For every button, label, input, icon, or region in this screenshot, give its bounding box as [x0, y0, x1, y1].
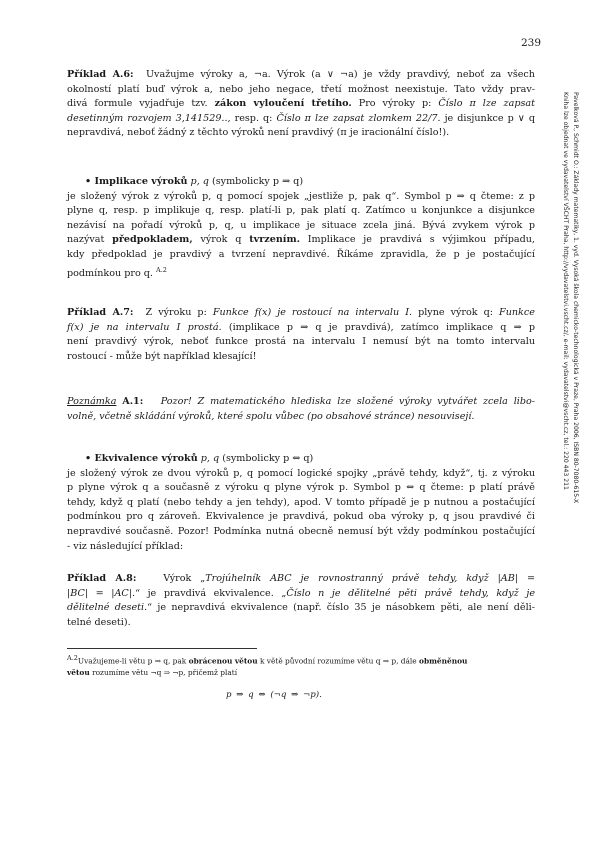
example-a6 — [67, 68, 535, 141]
ex6-label: Příklad A.6: — [67, 69, 134, 80]
ex8-line-3: dělitelné deseti.“ je nepravdivá ekvivalence (např. číslo 35 je násobkem pěti, ale není děli- — [67, 602, 535, 614]
citation-line-2: Kniha lze objednat ve vydavatelství VŠCHT Praha, http://vydavatelstvi.vscht.cz/, e-mail: vydavatelstvi@vscht.cz, tel.: 220 443 211 — [562, 92, 569, 490]
ekvivalence-line-2: p plyne výrok q a současně z výroku q plyne výrok p. Symbol p ⇔ q čteme: p platí právě — [67, 482, 535, 494]
implikace-line-5: kdy předpoklad je pravdivý a tvrzení nepravdivé. Říkáme zpravidla, že p je postačující — [67, 248, 535, 260]
note-line-1: Poznámka A.1: Pozor! Z matematického hlediska lze složené výroky vytvářet zcela libo- — [67, 396, 535, 407]
footnote-divider — [67, 648, 257, 649]
footnote-a2 — [67, 652, 537, 679]
note-line-2: volně, včetně skládání výroků, které spolu vůbec (po obsahové stránce) nesouvisejí. — [67, 410, 475, 422]
ex6-line-2: okolností platí buď výrok a, nebo jeho negace, třetí možnost neexistuje. Tato vždy prav- — [67, 83, 535, 95]
ex6-text-1: Uvažujme výroky a, ¬a. Výrok (a ∨ ¬a) je vždy pravdivý, neboť za všech — [145, 69, 535, 80]
implikace-line-4: nazývat předpokladem, výrok q tvrzením. Implikace je pravdivá s výjimkou případu, — [67, 234, 535, 246]
ekvivalence-heading: • Ekvivalence výroků p, q (symbolicky p ⇔ q) — [85, 453, 314, 464]
citation-line-1: Pavelková P., Schmidt O.: Základy matematiky, 1. vyd. Vysoká škola chemicko-technologická v Praze, Praha 2006, ISBN 80-7080-615-X — [572, 92, 579, 504]
implikace-section — [67, 175, 535, 281]
ex8-line-1: Příklad A.8: Výrok „Trojúhelník ABC je rovnostranný právě tehdy, když |AB| = — [67, 573, 536, 584]
ekvivalence-line-1: je složený výrok ze dvou výroků p, q pomocí logické spojky „právě tehdy, když“, tj. z výroku — [67, 467, 535, 479]
footnote-formula: p ⇒ q ⇔ (¬q ⇒ ¬p). — [226, 690, 322, 700]
ex7-line-2: f(x) je na intervalu I prostá. (implikace p ⇒ q je pravdivá), zatímco implikace q ⇒ p — [67, 321, 535, 333]
ex6-line-5: nepravdivá, neboť žádný z těchto výroků není pravdivý (π je iracionální číslo!). — [67, 127, 450, 139]
implikace-line-3: nezávisí na pořadí výroků p, q, u implikace je situace zcela jiná. Bývá zvykem výrok p — [67, 219, 535, 231]
example-a8 — [67, 572, 535, 630]
note-a1 — [67, 395, 535, 424]
sidebar-citation — [560, 92, 580, 503]
ex6-line-4: desetinným rozvojem 3,141529.., resp. q: Číslo π lze zapsat zlomkem 22/7. je disjunkce p ∨ q — [67, 112, 536, 124]
footnote-line-1: A.2Uvažujeme-li větu p ⇒ q, pak obrácenou větou k větě původní rozumíme větu q ⇒ p, dále obměněnou — [67, 654, 468, 666]
footnote-line-2: větou rozumíme větu ¬q ⇒ ¬p, přičemž platí — [67, 668, 238, 678]
ex8-line-4: telné deseti). — [67, 616, 131, 628]
ekvivalence-section — [67, 452, 535, 554]
implikace-line-2: plyne q, resp. p implikuje q, resp. platí-li p, pak platí q. Zatímco u konjunkce a disjunkce — [67, 205, 535, 217]
footnote-ref-a2[interactable]: A.2 — [156, 265, 167, 274]
ekvivalence-line-6: - viz následující příklad: — [67, 540, 184, 552]
ex7-line-1: Příklad A.7: Z výroku p: Funkce f(x) je rostoucí na intervalu I. plyne výrok q: Funkce — [67, 307, 535, 318]
ex7-line-3: není pravdivý výrok, neboť funkce prostá na intervalu I nemusí být na tomto intervalu — [67, 336, 535, 348]
ex7-line-4: rostoucí - může být například klesající! — [67, 350, 257, 362]
ex6-line-3: divá formule vyjadřuje tzv. zákon vyloučení třetího. Pro výroky p: Číslo π lze zapsat — [67, 98, 535, 110]
ex6-line-1 — [67, 68, 535, 83]
page-number: 239 — [521, 37, 542, 49]
implikace-line-6: podmínkou pro q. $^{A.2}$ — [67, 265, 167, 279]
example-a7 — [67, 306, 535, 364]
implikace-line-1: je složený výrok z výroků p, q pomocí spojek „jestliže p, pak q“. Symbol p ⇒ q čteme: z p — [67, 190, 535, 202]
ekvivalence-line-3: tehdy, když q platí (nebo tehdy a jen tehdy), apod. V tomto případě je p nutnou a postačující — [67, 496, 535, 508]
implikace-heading: • Implikace výroků p, q (symbolicky p ⇒ q) — [85, 176, 304, 187]
ekvivalence-line-4: podmínkou pro q zároveň. Ekvivalence je pravdivá, pokud oba výroky p, q jsou pravdivé či — [67, 511, 535, 523]
ekvivalence-line-5: nepravdivé současně. Pozor! Podmínka nutná obecně nemusí být vždy podmínkou postačující — [67, 525, 535, 537]
ex8-line-2: |BC| = |AC|.“ je pravdivá ekvivalence. „Číslo n je dělitelné pěti právě tehdy, když je — [67, 587, 535, 599]
